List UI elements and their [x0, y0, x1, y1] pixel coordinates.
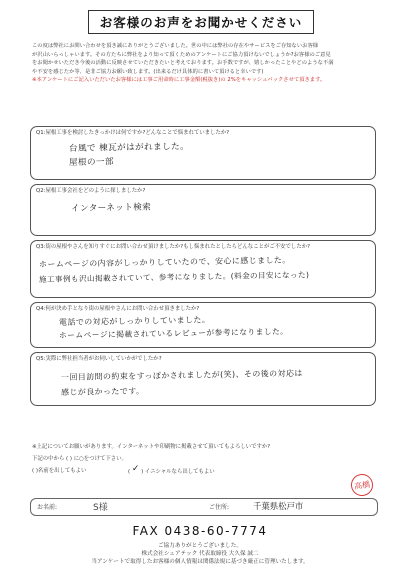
question-box-q2 — [30, 184, 376, 236]
handwritten-answer: 電話での対応がしっかりしていました。 — [58, 315, 211, 327]
question-label: Q1:屋根工事を検討したきっかけは何ですか?どんなことで悩まれていましたか? — [36, 130, 230, 136]
paren-close: ) — [141, 469, 144, 475]
address-value: 千葉県松戸市 — [253, 501, 304, 511]
question-box-q4 — [30, 302, 376, 348]
seal-text: 高橋 — [353, 479, 371, 491]
name-value: S様 — [93, 503, 108, 513]
name-label: お名前: — [37, 504, 58, 511]
handwritten-answer: 感じが良かったです。 — [60, 386, 145, 397]
question-box-q5 — [30, 352, 376, 406]
cashback-notice: ※本アンケートにご記入いただいたお客様には工事ご用命時に工事金額(税抜き)の 2%をキャッシュバックさせて頂きます。 — [32, 77, 326, 84]
question-label: Q2:屋根工事会社をどのように探しましたか? — [36, 188, 146, 194]
seal-stamp — [350, 473, 375, 498]
publish-permission-question: ※上記についてお願いがあります。インターネットや印刷物に掲載させて頂いてもよろしいですか? — [32, 444, 271, 450]
privacy-notice: 当アンケートで取得したお客様の個人情報は関係法規に基づき厳正に管理いたします。 — [91, 559, 309, 565]
handwritten-answer: 屋根の一部 — [68, 157, 115, 168]
intro-text — [32, 42, 377, 85]
publish-permission-instruction: 下記の中から ( ) に○をつけて下さい。 — [32, 456, 127, 462]
intro-line: が沢山いらっしゃいます。その方たちに弊社をより知って頂くためのアンケートにご協力頂けないでしょうか?お客様のご意見 — [32, 51, 331, 58]
address-label: ご住所: — [209, 504, 230, 511]
paren-open: ( — [128, 469, 131, 475]
question-label: Q5:実際に弊社担当者がお伺いしていかがでしたか? — [36, 356, 162, 362]
intro-line: をお聞かせいただき今後の活動に反映させていただきたいと考えております。お手数ですが、嬉しかったことやどのような不満 — [32, 60, 334, 67]
page-title: お客様のお声をお聞かせください — [88, 10, 314, 34]
respondent-info — [30, 498, 378, 516]
option-name-ok[interactable]: ( )名前を出してもよい — [32, 468, 87, 474]
question-list — [30, 126, 376, 410]
handwritten-answer: ホームページに掲載されているレビューが参考になりました。 — [58, 326, 289, 340]
option-initial-ok[interactable] — [128, 466, 215, 476]
handwritten-answer: 台風で 棟瓦がはがれました。 — [68, 141, 190, 154]
question-label: Q4:何が決め手となり街の屋根やさんにお問い合わせ頂きましたか? — [36, 306, 200, 312]
question-label: Q3:街の屋根やさんを知りすぐにお問い合わせ頂けましたか?もし悩まれたとしたらどんなことがご不安でしたか? — [36, 244, 310, 250]
question-box-q3 — [30, 240, 376, 298]
fax-number: FAX 0438-60-7774 — [132, 524, 268, 538]
handwritten-answer: インターネット検索 — [70, 202, 152, 214]
option-initial-label: イニシャルなら出してもよい — [144, 469, 215, 475]
handwritten-answer: ホームページの内容がしっかりしていたので、安心に感じました。 — [38, 255, 291, 269]
question-box-q1 — [30, 126, 376, 180]
company-line: 株式会社シェアテック 代表取締役 大久保 誠二 — [141, 551, 259, 557]
handwritten-answer: 一回目訪問の約束をすっぽかされましたが(笑)、その後の対応は — [60, 368, 303, 382]
handwritten-answer: 施工事例も沢山掲載されていて、参考になりました。(料金の目安になった) — [38, 270, 310, 284]
check-mark-icon: ✓ — [131, 464, 140, 474]
intro-line: この度は弊社にお問い合わせを頂き誠にありがとうございました。世の中には弊社の存在やサービスをご存知ないお客様 — [32, 43, 319, 49]
intro-line: や不安を感じたか等、是非ご協力お願い致します。(出来るだけ具体的に書いて頂けると幸いです) — [32, 68, 264, 75]
thanks-text: ご協力ありがとうございました。 — [158, 543, 242, 549]
